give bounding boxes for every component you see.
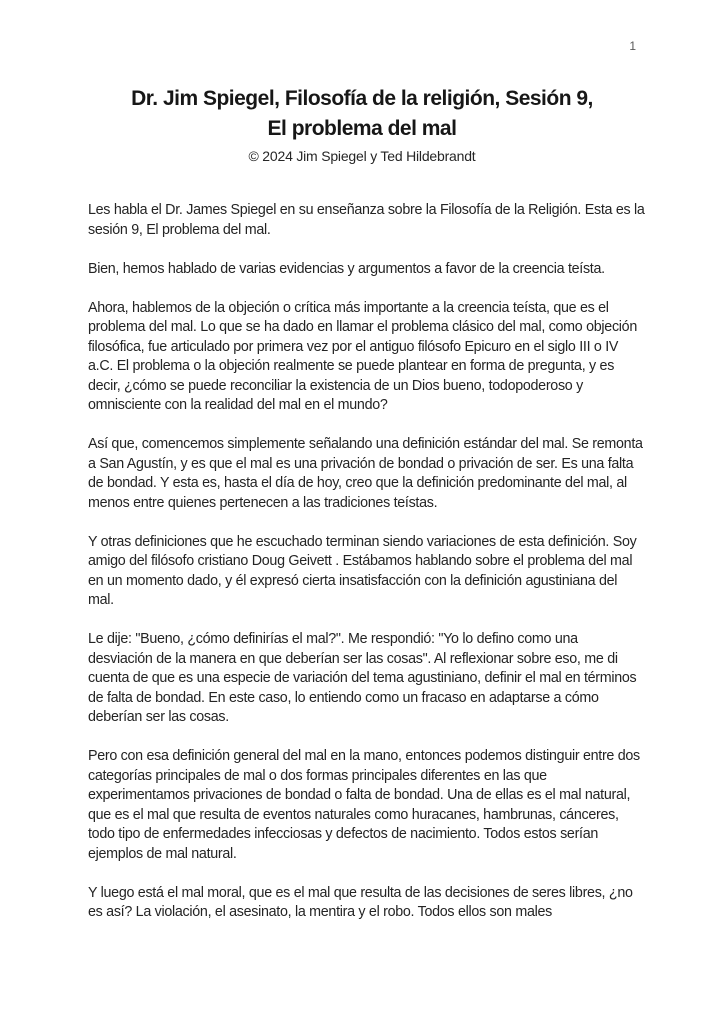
title-line-1: Dr. Jim Spiegel, Filosofía de la religión, Sesión 9, [131, 87, 593, 110]
paragraph-evidences: Bien, hemos hablado de varias evidencias y argumentos a favor de la creencia teísta. [88, 260, 605, 277]
title-line-2: El problema del mal [267, 117, 457, 140]
paragraph-natural-evil: Pero con esa definición general del mal en la mano, entonces podemos distinguir entre dos categorías principales de mal o dos formas principales diferentes en las que experimentamos privaciones de bondad o falta de bondad. Una de ellas es el mal natural, que es el mal que resulta de eventos naturales como huracanes, hambrunas, cánceres, todo tipo de enfermedades infecciosas y defectos de nacimiento. Todos estos serían ejemplos de mal natural. [88, 748, 640, 862]
paragraph-geivett-dialogue: Le dije: "Bueno, ¿cómo definirías el mal?". Me respondió: "Yo lo defino como una desviación de la manera en que deberían ser las cosas". Al reflexionar sobre eso, me di cuenta de que es una especie de variación del tema agustiniano, definir el mal en términos de falta de bondad. En este caso, lo entiendo como un fracaso en adaptarse a cómo deberían ser las cosas. [88, 631, 637, 725]
paragraph-classic-problem: Ahora, hablemos de la objeción o crítica más importante a la creencia teísta, que es el problema del mal. Lo que se ha dado en llamar el problema clásico del mal, como objeción filosófica, fue articulado por primera vez por el antiguo filósofo Epicuro en el siglo III o IV a.C. El problema o la objeción realmente se puede plantear en forma de pregunta, y es decir, ¿cómo se puede reconciliar la existencia de un Dios bueno, todopoderoso y omnisciente con la realidad del mal en el mundo? [88, 299, 637, 413]
document-title [0, 84, 724, 144]
paragraph-intro: Les habla el Dr. James Spiegel en su enseñanza sobre la Filosofía de la Religión. Esta es la sesión 9, El problema del mal. [88, 202, 645, 238]
document-header [0, 0, 724, 166]
page-number: 1 [629, 39, 636, 53]
paragraph-other-definitions: Y otras definiciones que he escuchado terminan siendo variaciones de esta definición. Soy amigo del filósofo cristiano Doug Geivett . Estábamos hablando sobre el problema del mal en un momento dado, y él expresó cierta insatisfacción con la definición agustiniana del mal. [88, 533, 637, 608]
document-body [88, 201, 646, 923]
paragraph-moral-evil: Y luego está el mal moral, que es el mal que resulta de las decisiones de seres libres, ¿no es así? La violación, el asesinato, la mentira y el robo. Todos ellos son males [88, 884, 633, 920]
paragraph-augustine-definition: Así que, comencemos simplemente señalando una definición estándar del mal. Se remonta a San Agustín, y es que el mal es una privación de bondad o privación de ser. Es una falta de bondad. Y esta es, hasta el día de hoy, creo que la definición predominante del mal, al menos entre quienes pertenecen a las tradiciones teístas. [88, 436, 643, 511]
copyright-line: © 2024 Jim Spiegel y Ted Hildebrandt [248, 148, 476, 164]
